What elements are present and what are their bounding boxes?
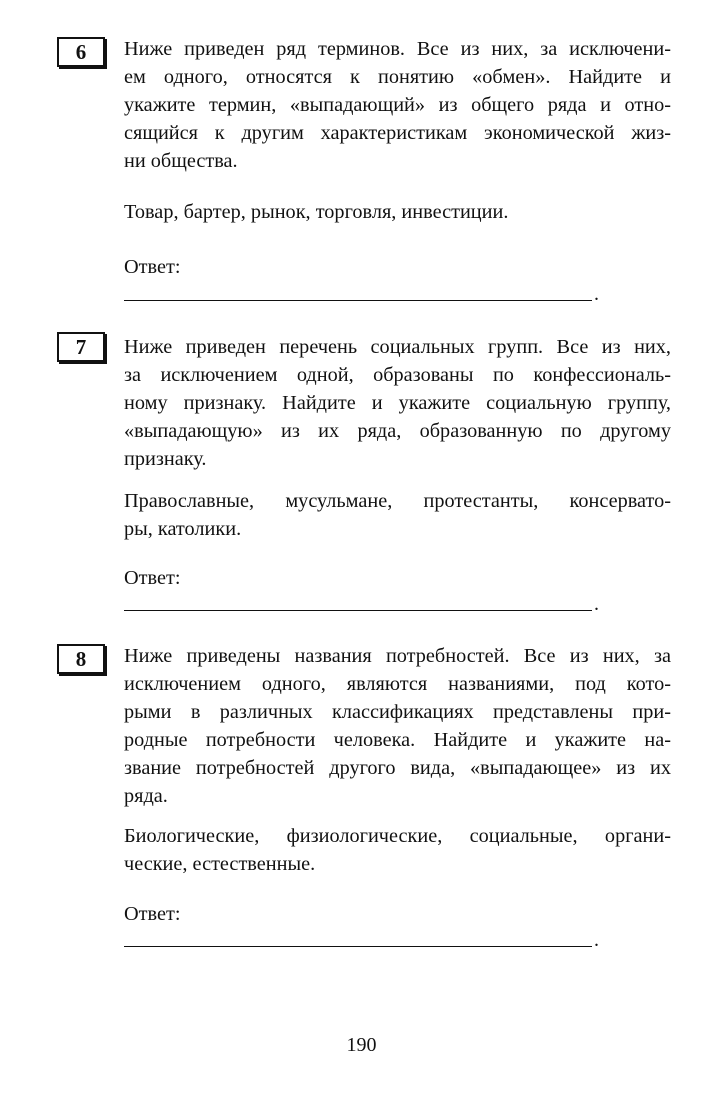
text-line: звание потребностей другого вида, «выпадающее» из их <box>124 757 671 779</box>
task-question <box>124 35 671 175</box>
answer-label: Ответ: <box>124 567 181 589</box>
task-question <box>124 333 671 473</box>
answer-label: Ответ: <box>124 903 181 925</box>
terms-paragraph <box>124 822 671 878</box>
page-number: 190 <box>346 1034 377 1056</box>
text-line: укажите термин, «выпадающий» из общего ряда и отно- <box>124 94 671 116</box>
text-line: рыми в различных классификациях представлены при- <box>124 701 671 723</box>
task-prompt <box>124 333 671 473</box>
task-terms <box>124 198 671 226</box>
text-line: ни общества. <box>124 150 238 172</box>
text-line: «выпадающую» из их ряда, образованную по другому <box>124 420 671 442</box>
task-number: 8 <box>75 646 87 671</box>
text-line: признаку. <box>124 448 207 470</box>
task-number-box <box>57 644 105 674</box>
task-terms <box>124 487 671 543</box>
task-prompt <box>124 35 671 175</box>
task-terms <box>124 822 671 878</box>
answer-end-dot: . <box>594 283 599 305</box>
task-number-box <box>57 37 105 67</box>
task-number: 7 <box>75 334 87 359</box>
text-line: Православные, мусульмане, протестанты, консервато- <box>124 490 671 512</box>
text-line: сящийся к другим характеристикам экономической жиз- <box>124 122 671 144</box>
answer-end-dot: . <box>594 929 599 951</box>
text-line: Товар, бартер, рынок, торговля, инвестиции. <box>124 201 509 223</box>
text-line: Ниже приведены названия потребностей. Все из них, за <box>124 645 671 667</box>
task-prompt <box>124 642 671 810</box>
text-line: Ниже приведен перечень социальных групп. Все из них, <box>124 336 671 358</box>
task-number: 6 <box>75 39 87 64</box>
answer-field[interactable] <box>124 610 592 611</box>
text-line: ческие, естественные. <box>124 853 316 875</box>
answer-label: Ответ: <box>124 256 181 278</box>
text-line: ры, католики. <box>124 518 242 540</box>
text-line: ем одного, относятся к понятию «обмен». Найдите и <box>124 66 671 88</box>
answer-field[interactable] <box>124 946 592 947</box>
text-line: ряда. <box>124 785 168 807</box>
task-number-box <box>57 332 105 362</box>
text-line: исключением одного, являются названиями, под кото- <box>124 673 671 695</box>
text-line: родные потребности человека. Найдите и укажите на- <box>124 729 671 751</box>
answer-field[interactable] <box>124 300 592 301</box>
text-line: Ниже приведен ряд терминов. Все из них, за исключени- <box>124 38 671 60</box>
text-line: за исключением одной, образованы по конфессиональ- <box>124 364 671 386</box>
terms-paragraph <box>124 487 671 543</box>
terms-paragraph <box>124 198 671 226</box>
text-line: Биологические, физиологические, социальные, органи- <box>124 825 671 847</box>
answer-end-dot: . <box>594 593 599 615</box>
text-line: ному признаку. Найдите и укажите социальную группу, <box>124 392 671 414</box>
task-question <box>124 642 671 810</box>
